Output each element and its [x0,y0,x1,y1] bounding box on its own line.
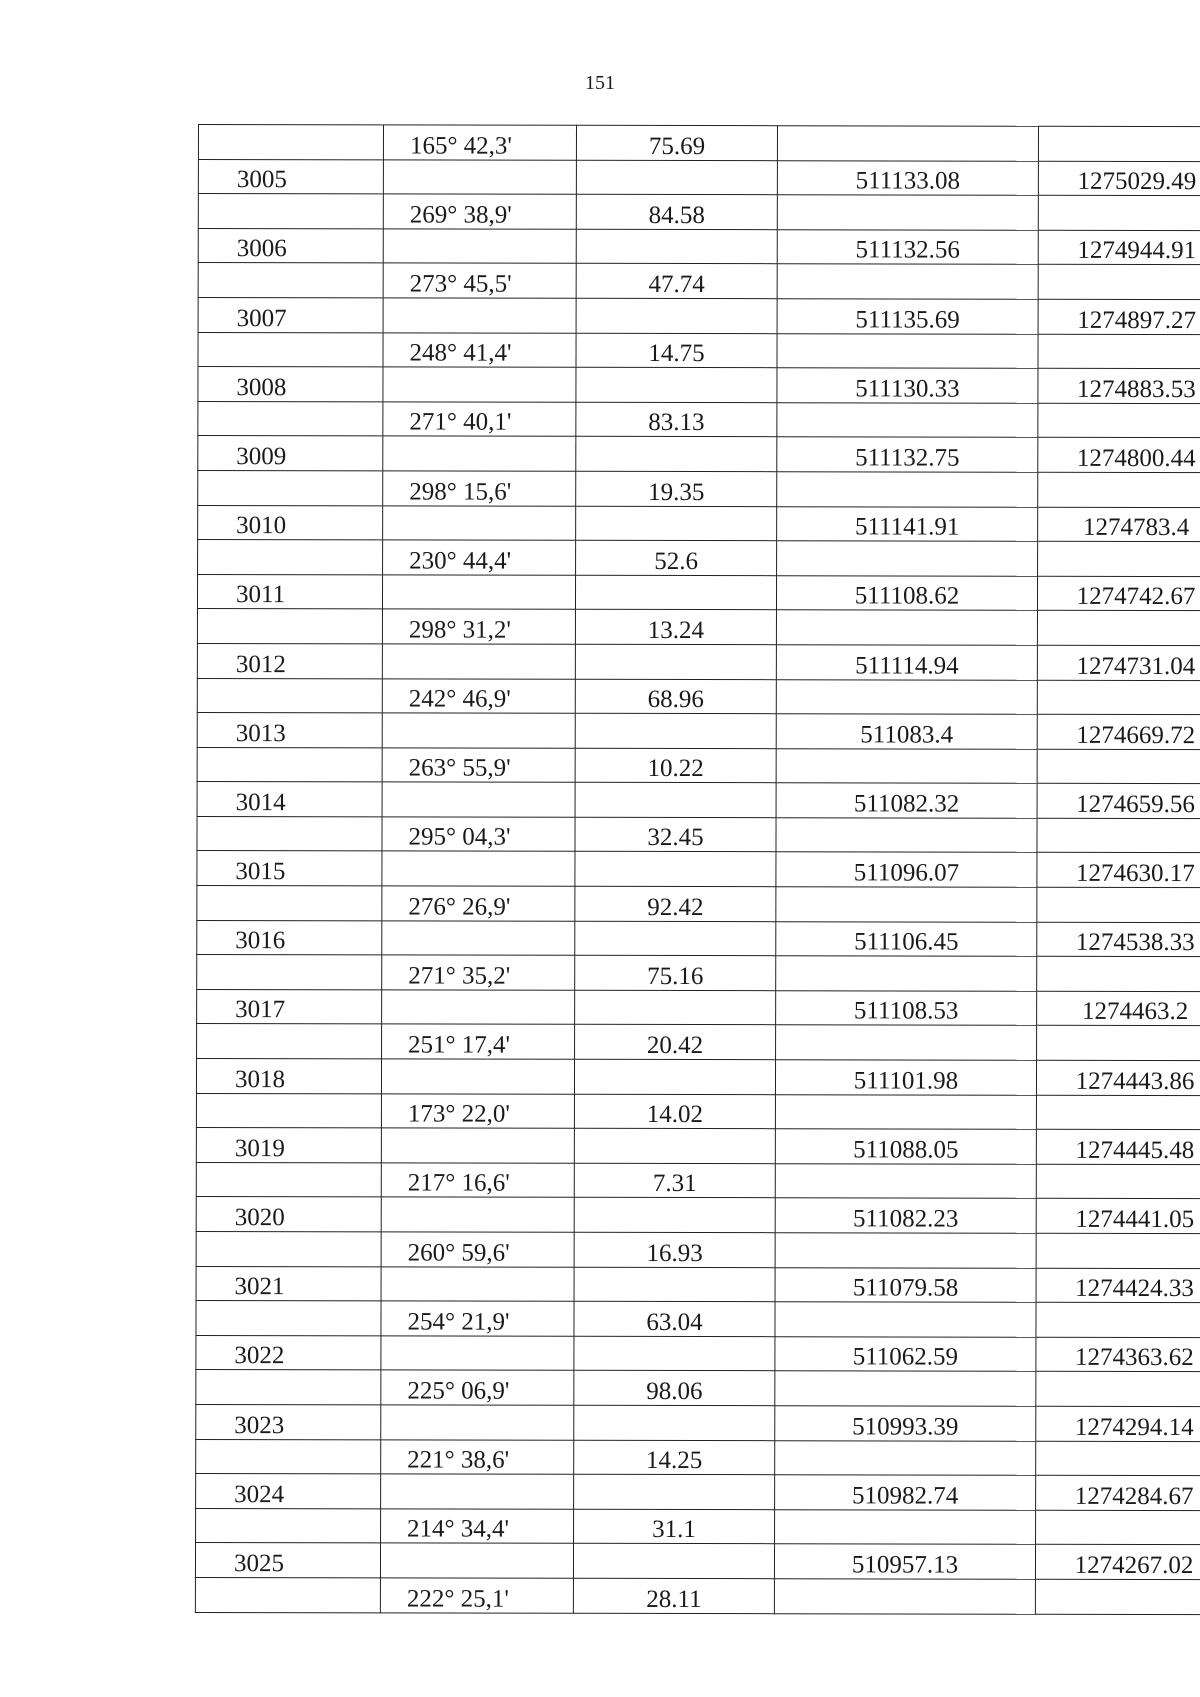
distance-cell: 83.13 [576,402,777,437]
y-coordinate-cell: 1274883.53 [1038,368,1200,403]
x-coordinate-cell: 511108.62 [776,575,1037,610]
table-row [197,609,1200,646]
direction-angle-cell [383,159,576,194]
distance-cell [574,1405,775,1440]
distance-cell [575,921,776,956]
direction-angle-cell [383,298,576,333]
point-number-cell: 3025 [195,1543,380,1578]
table-row [198,125,1200,162]
point-number-cell: 3010 [198,505,383,540]
distance-cell [576,160,777,195]
direction-angle-cell [381,1474,574,1509]
y-coordinate-cell [1037,680,1200,715]
point-number-cell [198,332,383,367]
table-row [196,1266,1200,1303]
point-number-cell: 3018 [196,1059,381,1094]
table-row [197,920,1200,957]
x-coordinate-cell: 511083.4 [776,714,1037,749]
point-number-cell: 3017 [197,989,382,1024]
y-coordinate-cell [1038,403,1200,438]
distance-cell [576,298,777,333]
table-row [195,1543,1200,1580]
point-number-cell [197,747,382,782]
x-coordinate-cell [775,1371,1036,1406]
point-number-cell [196,1439,381,1474]
table-row [197,574,1200,611]
y-coordinate-cell: 1274669.72 [1037,714,1200,749]
direction-angle-cell: 263° 55,9' [382,748,575,783]
distance-cell: 14.02 [574,1094,775,1129]
table-row [197,989,1200,1026]
distance-cell: 13.24 [575,610,776,645]
x-coordinate-cell [775,1233,1036,1268]
distance-cell [574,1129,775,1164]
direction-angle-cell [381,1405,574,1440]
y-coordinate-cell: 1274659.56 [1037,784,1200,819]
direction-angle-cell: 269° 38,9' [383,194,576,229]
distance-cell [576,506,777,541]
point-number-cell: 3023 [196,1404,381,1439]
y-coordinate-cell: 1274630.17 [1037,853,1200,888]
direction-angle-cell: 273° 45,5' [383,263,576,298]
x-coordinate-cell [775,1440,1036,1475]
x-coordinate-cell: 511130.33 [777,368,1038,403]
distance-cell: 16.93 [574,1232,775,1267]
y-coordinate-cell [1036,1372,1200,1407]
direction-angle-cell [381,1266,574,1301]
table-row [197,643,1200,680]
x-coordinate-cell: 511096.07 [776,852,1037,887]
y-coordinate-cell [1037,818,1200,853]
x-coordinate-cell [777,126,1038,161]
y-coordinate-cell: 1274445.48 [1036,1129,1200,1164]
table-row [196,1370,1200,1407]
table-row [196,1474,1200,1511]
distance-cell [576,229,777,264]
direction-angle-cell [380,1543,573,1578]
y-coordinate-cell [1037,749,1200,784]
y-coordinate-cell [1036,1510,1200,1545]
point-number-cell: 3007 [198,297,383,332]
point-number-cell: 3014 [197,782,382,817]
point-number-cell [196,1370,381,1405]
x-coordinate-cell [776,1025,1037,1060]
y-coordinate-cell: 1274363.62 [1036,1337,1200,1372]
table-row [198,367,1200,404]
y-coordinate-cell [1038,334,1200,369]
distance-cell: 14.75 [576,333,777,368]
point-number-cell: 3015 [197,851,382,886]
table-row [196,1301,1200,1338]
coordinate-table [195,124,1200,1615]
direction-angle-cell [381,1128,574,1163]
table-row [196,1439,1200,1476]
point-number-cell: 3005 [198,159,383,194]
x-coordinate-cell: 511106.45 [776,921,1037,956]
direction-angle-cell: 298° 15,6' [383,471,576,506]
table-row [198,263,1200,300]
point-number-cell [198,540,383,575]
direction-angle-cell: 260° 59,6' [381,1232,574,1267]
point-number-cell: 3019 [196,1128,381,1163]
point-number-cell: 3006 [198,228,383,263]
x-coordinate-cell: 511135.69 [777,299,1038,334]
point-number-cell [197,816,382,851]
distance-cell [575,990,776,1025]
table-row [197,713,1200,750]
distance-cell [576,437,777,472]
table-row [198,540,1200,577]
distance-cell [575,852,776,887]
x-coordinate-cell: 511132.75 [777,437,1038,472]
direction-angle-cell: 222° 25,1' [380,1578,573,1613]
y-coordinate-cell [1038,265,1200,300]
direction-angle-cell [382,921,575,956]
direction-angle-cell: 271° 40,1' [383,402,576,437]
distance-cell: 20.42 [575,1025,776,1060]
point-number-cell [197,609,382,644]
direction-angle-cell: 295° 04,3' [382,817,575,852]
x-coordinate-cell [775,1302,1036,1337]
y-coordinate-cell [1037,957,1200,992]
x-coordinate-cell: 511101.98 [775,1060,1036,1095]
x-coordinate-cell: 511133.08 [777,160,1038,195]
x-coordinate-cell [776,887,1037,922]
table-row [196,1231,1200,1268]
direction-angle-cell [383,229,576,264]
distance-cell: 28.11 [573,1578,774,1613]
point-number-cell [197,955,382,990]
x-coordinate-cell [774,1579,1035,1614]
direction-angle-cell: 230° 44,4' [383,540,576,575]
table-row [196,1059,1200,1096]
y-coordinate-cell: 1274538.33 [1037,922,1200,957]
table-row [196,1128,1200,1165]
point-number-cell [195,1577,380,1612]
direction-angle-cell [381,1059,574,1094]
table-row [197,886,1200,923]
distance-cell: 68.96 [575,679,776,714]
x-coordinate-cell: 510957.13 [774,1544,1035,1579]
direction-angle-cell: 276° 26,9' [382,886,575,921]
x-coordinate-cell [776,956,1037,991]
point-number-cell: 3008 [198,367,383,402]
y-coordinate-cell [1036,1164,1200,1199]
table-row [198,332,1200,369]
x-coordinate-cell: 511062.59 [775,1336,1036,1371]
page-number: 151 [585,72,615,94]
point-number-cell [198,263,383,298]
y-coordinate-cell [1037,1026,1200,1061]
distance-cell: 7.31 [574,1163,775,1198]
point-number-cell [196,1508,381,1543]
direction-angle-cell: 248° 41,4' [383,332,576,367]
y-coordinate-cell: 1274284.67 [1036,1475,1200,1510]
y-coordinate-cell: 1274783.4 [1038,507,1200,542]
x-coordinate-cell [775,1509,1036,1544]
distance-cell [573,1544,774,1579]
x-coordinate-cell: 511079.58 [775,1267,1036,1302]
table-row [196,1162,1200,1199]
distance-cell: 63.04 [574,1301,775,1336]
x-coordinate-cell: 511132.56 [777,229,1038,264]
direction-angle-cell [382,575,575,610]
x-coordinate-cell [776,610,1037,645]
direction-angle-cell [381,1336,574,1371]
x-coordinate-cell: 511114.94 [776,645,1037,680]
point-number-cell [197,678,382,713]
distance-cell: 47.74 [576,264,777,299]
direction-angle-cell: 225° 06,9' [381,1370,574,1405]
table-row [198,194,1200,231]
point-number-cell [197,1024,382,1059]
table-row [196,1335,1200,1372]
table-row [198,228,1200,265]
table-row [195,1577,1200,1614]
point-number-cell: 3024 [196,1474,381,1509]
table-row [198,401,1200,438]
point-number-cell: 3012 [197,643,382,678]
direction-angle-cell [382,990,575,1025]
point-number-cell: 3016 [197,920,382,955]
distance-cell: 92.42 [575,886,776,921]
distance-cell [574,1059,775,1094]
x-coordinate-cell [775,1094,1036,1129]
table-row [198,505,1200,542]
direction-angle-cell: 254° 21,9' [381,1301,574,1336]
distance-cell [575,783,776,818]
table-row [198,297,1200,334]
point-number-cell [196,1162,381,1197]
direction-angle-cell: 251° 17,4' [382,1024,575,1059]
direction-angle-cell: 214° 34,4' [381,1509,574,1544]
x-coordinate-cell [777,195,1038,230]
y-coordinate-cell: 1274897.27 [1038,299,1200,334]
direction-angle-cell [383,505,576,540]
table-row [196,1197,1200,1234]
direction-angle-cell [382,713,575,748]
x-coordinate-cell [777,472,1038,507]
point-number-cell: 3013 [197,713,382,748]
distance-cell: 84.58 [576,194,777,229]
table-row [197,678,1200,715]
distance-cell: 52.6 [576,540,777,575]
table-row [198,470,1200,507]
table-row [198,159,1200,196]
y-coordinate-cell: 1274944.91 [1038,230,1200,265]
distance-cell [575,644,776,679]
point-number-cell [197,886,382,921]
point-number-cell: 3009 [198,436,383,471]
table-row [197,747,1200,784]
point-number-cell [198,401,383,436]
distance-cell: 14.25 [574,1440,775,1475]
direction-angle-cell: 165° 42,3' [383,125,576,160]
distance-cell [574,1336,775,1371]
distance-cell [574,1267,775,1302]
x-coordinate-cell [776,748,1037,783]
table-row [197,1024,1200,1061]
point-number-cell [198,125,383,160]
table-row [197,782,1200,819]
y-coordinate-cell: 1274742.67 [1037,576,1200,611]
table-row [197,955,1200,992]
y-coordinate-cell: 1275029.49 [1038,161,1200,196]
table-row [196,1508,1200,1545]
direction-angle-cell [383,436,576,471]
direction-angle-cell [381,1197,574,1232]
distance-cell: 32.45 [575,817,776,852]
y-coordinate-cell: 1274443.86 [1036,1060,1200,1095]
direction-angle-cell [382,782,575,817]
x-coordinate-cell [777,333,1038,368]
x-coordinate-cell: 511108.53 [776,991,1037,1026]
direction-angle-cell: 298° 31,2' [382,609,575,644]
direction-angle-cell [382,644,575,679]
distance-cell [576,367,777,402]
direction-angle-cell: 173° 22,0' [381,1094,574,1129]
direction-angle-cell: 242° 46,9' [382,678,575,713]
point-number-cell: 3022 [196,1335,381,1370]
y-coordinate-cell: 1274731.04 [1037,645,1200,680]
x-coordinate-cell [777,402,1038,437]
y-coordinate-cell [1036,1441,1200,1476]
coordinate-table-body [195,125,1200,1615]
y-coordinate-cell: 1274267.02 [1035,1545,1200,1580]
x-coordinate-cell: 511141.91 [777,506,1038,541]
y-coordinate-cell [1036,1302,1200,1337]
distance-cell: 19.35 [576,471,777,506]
distance-cell: 31.1 [574,1509,775,1544]
y-coordinate-cell [1037,611,1200,646]
y-coordinate-cell [1038,541,1200,576]
distance-cell [575,713,776,748]
point-number-cell: 3021 [196,1266,381,1301]
x-coordinate-cell: 511082.23 [775,1198,1036,1233]
table-row [196,1404,1200,1441]
x-coordinate-cell [776,818,1037,853]
point-number-cell [198,470,383,505]
x-coordinate-cell: 511082.32 [776,783,1037,818]
y-coordinate-cell [1036,1095,1200,1130]
distance-cell [574,1198,775,1233]
x-coordinate-cell [776,679,1037,714]
distance-cell: 75.69 [576,125,777,160]
y-coordinate-cell [1038,472,1200,507]
y-coordinate-cell: 1274424.33 [1036,1268,1200,1303]
point-number-cell: 3011 [197,574,382,609]
point-number-cell [196,1231,381,1266]
x-coordinate-cell: 510982.74 [775,1475,1036,1510]
distance-cell: 75.16 [575,956,776,991]
direction-angle-cell [383,367,576,402]
x-coordinate-cell: 511088.05 [775,1129,1036,1164]
y-coordinate-cell [1038,126,1200,161]
table-row [198,436,1200,473]
direction-angle-cell: 271° 35,2' [382,955,575,990]
y-coordinate-cell [1036,1233,1200,1268]
x-coordinate-cell [777,264,1038,299]
x-coordinate-cell: 510993.39 [775,1406,1036,1441]
point-number-cell [196,1093,381,1128]
y-coordinate-cell: 1274294.14 [1036,1406,1200,1441]
y-coordinate-cell [1037,887,1200,922]
point-number-cell: 3020 [196,1197,381,1232]
table-row [197,851,1200,888]
table-row [196,1093,1200,1130]
distance-cell [574,1474,775,1509]
y-coordinate-cell [1038,195,1200,230]
x-coordinate-cell [777,541,1038,576]
y-coordinate-cell: 1274441.05 [1036,1199,1200,1234]
distance-cell: 98.06 [574,1371,775,1406]
y-coordinate-cell [1035,1579,1200,1614]
point-number-cell [196,1301,381,1336]
distance-cell: 10.22 [575,748,776,783]
point-number-cell [198,194,383,229]
direction-angle-cell [382,851,575,886]
table-row [197,816,1200,853]
direction-angle-cell: 221° 38,6' [381,1439,574,1474]
x-coordinate-cell [775,1164,1036,1199]
distance-cell [575,575,776,610]
direction-angle-cell: 217° 16,6' [381,1163,574,1198]
y-coordinate-cell: 1274463.2 [1037,991,1200,1026]
y-coordinate-cell: 1274800.44 [1038,438,1200,473]
